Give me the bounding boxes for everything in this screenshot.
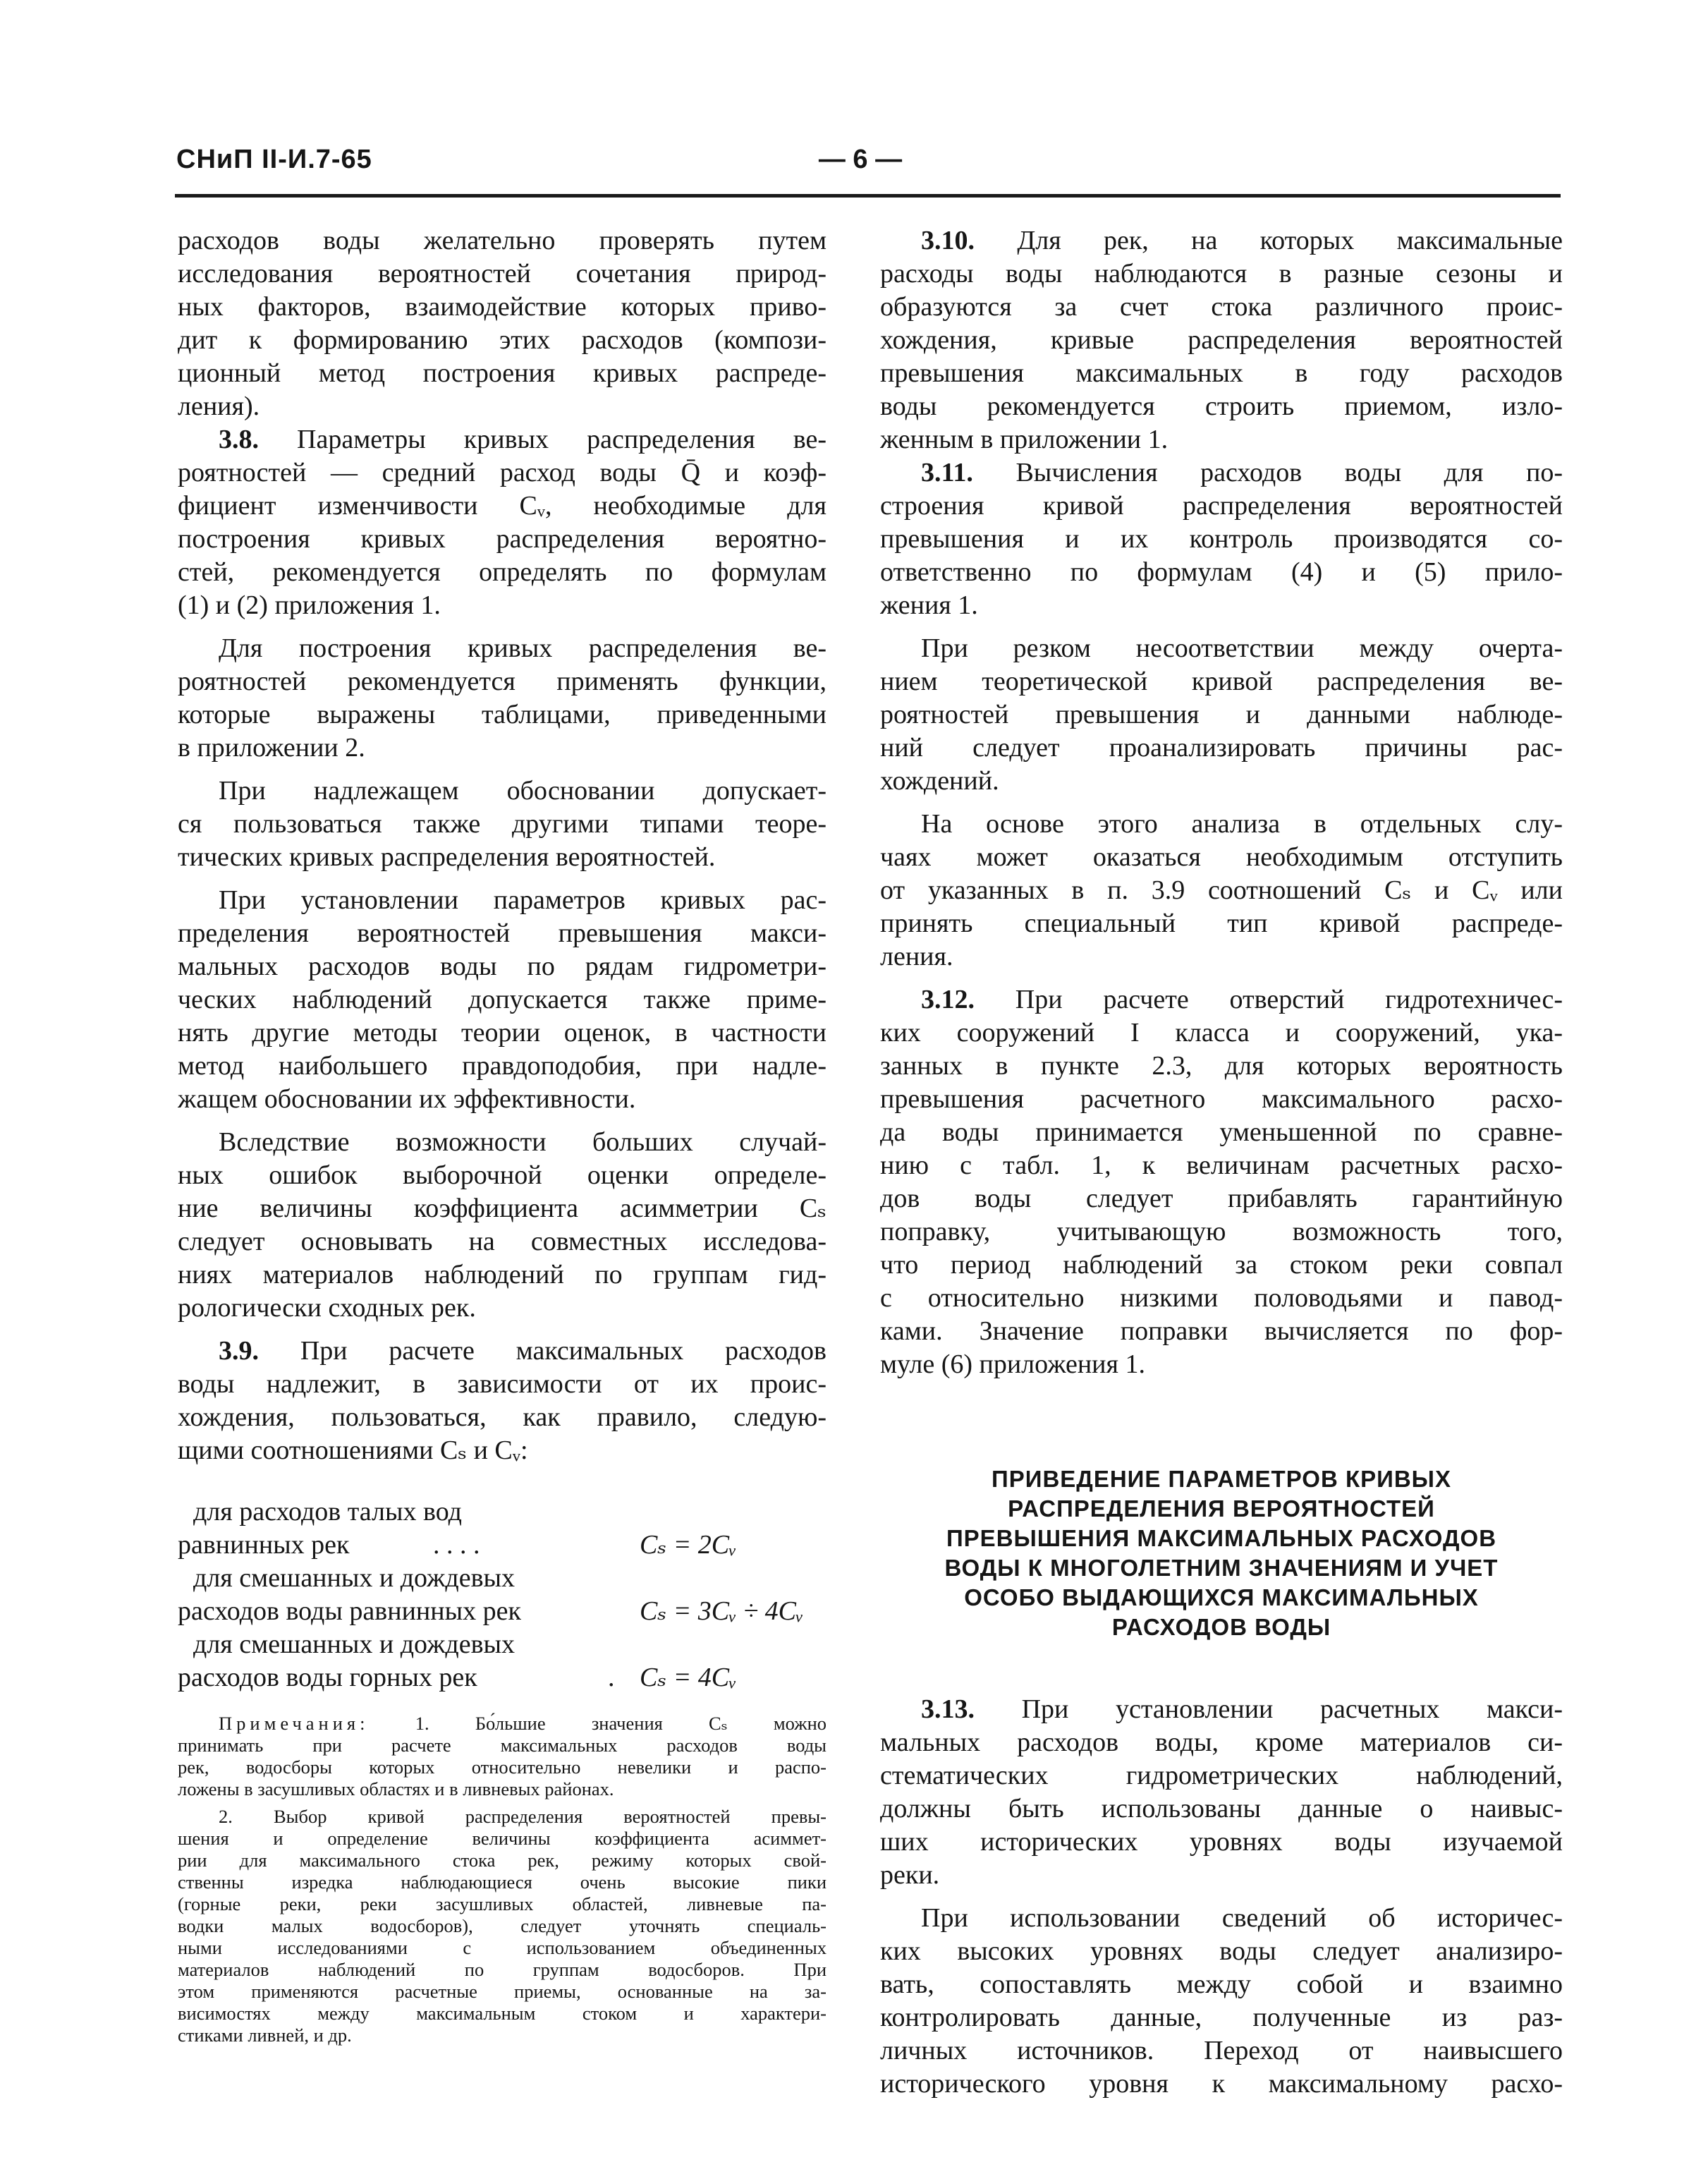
- text-span: Для рек, на которых максимальные: [1017, 226, 1563, 255]
- text-span: При установлении расчетных макси-: [1021, 1694, 1563, 1724]
- paragraph: [178, 632, 826, 765]
- text-line: в приложении 2.: [178, 733, 365, 763]
- notes-block: [178, 1713, 826, 2046]
- text-line: стиками ливней, и др.: [178, 2025, 352, 2046]
- formula-label: расходов воды равнинных рек: [178, 1596, 521, 1626]
- text-line: [880, 983, 1563, 1016]
- text-line: принимать при расчете максимальных расходов воды: [178, 1735, 826, 1756]
- section-number: 3.8.: [219, 425, 259, 454]
- text-line: воды рекомендуется строить приемом, изло-: [880, 391, 1563, 421]
- heading-line: ОСОБО ВЫДАЮЩИХСЯ МАКСИМАЛЬНЫХ: [964, 1584, 1479, 1610]
- text-line: следует основывать на совместных исследова-: [178, 1227, 826, 1256]
- text-line: ческих наблюдений допускается также приме-: [178, 985, 826, 1014]
- text-line: жения 1.: [880, 590, 978, 620]
- formula-row: [178, 1529, 826, 1562]
- formula-row: [178, 1628, 826, 1661]
- text-line: роятностей рекомендуется применять функции,: [178, 667, 826, 696]
- text-line: пределения вероятностей превышения макси-: [178, 918, 826, 948]
- paragraph-3-12: [880, 983, 1563, 1381]
- text-line: При резком несоответствии между очерта-: [921, 633, 1563, 663]
- text-line: контролировать данные, полученные из раз-: [880, 2003, 1563, 2032]
- text-line: поправку, учитывающую возможность того,: [880, 1217, 1563, 1246]
- paragraph-3-11: [880, 456, 1563, 622]
- text-line: личных источников. Переход от наивысшего: [880, 2036, 1563, 2065]
- text-line: исторического уровня к максимальному расхо-: [880, 2069, 1563, 2099]
- text-line: чаях может оказаться необходимым отступить: [880, 842, 1563, 872]
- formula: Cₛ = 3Cᵥ ÷ 4Cᵥ: [640, 1596, 804, 1626]
- text-line: ких высоких уровнях воды следует анализиро-: [880, 1936, 1563, 1966]
- paragraph-3-9: [178, 1335, 826, 1467]
- text-line: При надлежащем обосновании допускает-: [219, 776, 826, 806]
- text-line: ционный метод построения кривых распреде-: [178, 358, 826, 388]
- formula-row: [178, 1661, 826, 1694]
- paragraph: [178, 884, 826, 1116]
- paragraph: [880, 808, 1563, 973]
- text-line: висимостях между максимальным стоком и характери-: [178, 2003, 826, 2024]
- formula-label: равнинных рек: [178, 1530, 350, 1560]
- text-line: ками. Значение поправки вычисляется по фор-: [880, 1316, 1563, 1346]
- text-line: рологически сходных рек.: [178, 1293, 476, 1323]
- paragraph-3-8: [178, 423, 826, 622]
- text-line: роятностей — средний расход воды Q̄ и коэф-: [178, 458, 826, 487]
- text-line: ных факторов, взаимодействие которых приво-: [178, 292, 826, 322]
- paragraph-3-10: [880, 224, 1563, 456]
- text-line: хождения, пользоваться, как правило, следую-: [178, 1402, 826, 1432]
- text-line: занных в пункте 2.3, для которых вероятность: [880, 1051, 1563, 1081]
- text-line: ления.: [880, 942, 953, 971]
- formula-label: расходов воды горных рек: [178, 1663, 477, 1692]
- text-line: дит к формированию этих расходов (компози-: [178, 325, 826, 355]
- text-line: ных ошибок выборочной оценки определе-: [178, 1160, 826, 1190]
- paragraph: [178, 1126, 826, 1325]
- formula-label: для расходов талых вод: [193, 1497, 462, 1526]
- text-line: нием теоретической кривой распределения ве-: [880, 667, 1563, 696]
- text-line: хождения, кривые распределения вероятностей: [880, 325, 1563, 355]
- text-line: должны быть использованы данные о наивыс-: [880, 1794, 1563, 1823]
- heading-line: ПРИВЕДЕНИЕ ПАРАМЕТРОВ КРИВЫХ: [992, 1466, 1451, 1492]
- document-code: СНиП II-И.7-65: [176, 145, 372, 174]
- text-line: строения кривой распределения вероятностей: [880, 491, 1563, 521]
- text-line: фициент изменчивости Cᵥ, необходимые для: [178, 491, 826, 521]
- text-line: ся пользоваться также другими типами теоре-: [178, 809, 826, 839]
- text-line: превышения и их контроль производятся со-: [880, 524, 1563, 554]
- formula-block: [178, 1495, 826, 1694]
- text-line: реки.: [880, 1860, 940, 1890]
- text-line: При установлении параметров кривых рас-: [219, 885, 826, 915]
- text-span: При расчете отверстий гидротехничес-: [1015, 985, 1563, 1014]
- formula-dot: .: [608, 1663, 615, 1692]
- formula-label: для смешанных и дождевых: [193, 1563, 516, 1593]
- heading-line: ПРЕВЫШЕНИЯ МАКСИМАЛЬНЫХ РАСХОДОВ: [946, 1525, 1497, 1551]
- text-line: превышения расчетного максимального расхо-: [880, 1084, 1563, 1114]
- text-line: [880, 1693, 1563, 1726]
- paragraph: [178, 224, 826, 423]
- left-column: [178, 224, 826, 2046]
- formula-label: для смешанных и дождевых: [193, 1629, 516, 1659]
- section-number: 3.13.: [921, 1694, 975, 1724]
- text-line: построения кривых распределения вероятно-: [178, 524, 826, 554]
- text-line: мальных расходов воды, кроме материалов си-: [880, 1728, 1563, 1757]
- text-line: расходы воды наблюдаются в разные сезоны и: [880, 259, 1563, 289]
- text-line: На основе этого анализа в отдельных слу-: [921, 809, 1563, 839]
- text-line: да воды принимается уменьшенной по сравне-: [880, 1117, 1563, 1147]
- text-line: ственны изредка наблюдающиеся очень высокие пики: [178, 1871, 826, 1893]
- text-line: ления).: [178, 391, 260, 421]
- text-line: (1) и (2) приложения 1.: [178, 590, 441, 620]
- heading-line: РАСПРЕДЕЛЕНИЯ ВЕРОЯТНОСТЕЙ: [1008, 1495, 1435, 1522]
- text-line: ние величины коэффициента асимметрии Cₛ: [178, 1194, 826, 1223]
- text-line: от указанных в п. 3.9 соотношений Cₛ и Cᵥ или: [880, 875, 1563, 905]
- text-line: что период наблюдений за стоком реки совпал: [880, 1250, 1563, 1280]
- paragraph: [178, 775, 826, 874]
- heading-line: ВОДЫ К МНОГОЛЕТНИМ ЗНАЧЕНИЯМ И УЧЕТ: [944, 1555, 1499, 1581]
- text-line: женным в приложении 1.: [880, 425, 1169, 454]
- text-span: 1. Бо́льшие значения Cₛ можно: [415, 1713, 826, 1734]
- paragraph: [880, 1902, 1563, 2101]
- right-column: [880, 224, 1563, 2101]
- text-line: ответственно по формулам (4) и (5) прило-: [880, 557, 1563, 587]
- text-line: [880, 456, 1563, 490]
- text-line: ний следует проанализировать причины рас-: [880, 733, 1563, 763]
- text-line: Вследствие возможности больших случай-: [219, 1127, 826, 1157]
- text-line: вать, сопоставлять между собой и взаимно: [880, 1969, 1563, 1999]
- text-line: превышения максимальных в году расходов: [880, 358, 1563, 388]
- text-line: Для построения кривых распределения ве-: [219, 633, 826, 663]
- text-span: Параметры кривых распределения ве-: [297, 425, 826, 454]
- text-line: 2. Выбор кривой распределения вероятностей превы-: [219, 1806, 826, 1827]
- text-line: образуются за счет стока различного проис-: [880, 292, 1563, 322]
- text-line: мальных расходов воды по рядам гидрометри-: [178, 952, 826, 981]
- text-line: ными исследованиями с использованием объединенных: [178, 1937, 826, 1958]
- section-number: 3.11.: [921, 458, 973, 487]
- text-line: ших исторических уровнях воды изучаемой: [880, 1827, 1563, 1857]
- formula: Cₛ = 4Cᵥ: [640, 1663, 737, 1692]
- formula-row: [178, 1595, 826, 1628]
- text-span: При расчете максимальных расходов: [300, 1336, 826, 1366]
- formula-dots: . . . .: [433, 1530, 480, 1560]
- text-line: дов воды следует прибавлять гарантийную: [880, 1184, 1563, 1213]
- text-line: материалов наблюдений по группам водосборов. При: [178, 1959, 826, 1980]
- text-line: нять другие методы теории оценок, в частности: [178, 1018, 826, 1048]
- text-line: тических кривых распределения вероятностей.: [178, 842, 716, 872]
- text-line: ниях материалов наблюдений по группам гид-: [178, 1260, 826, 1289]
- page-number: — 6 —: [818, 145, 903, 174]
- text-line: этом применяются расчетные приемы, основанные на за-: [178, 1981, 826, 2002]
- text-line: роятностей превышения и данными наблюде-: [880, 700, 1563, 729]
- header-rule: [175, 194, 1561, 198]
- text-line: стей, рекомендуется определять по формулам: [178, 557, 826, 587]
- text-line: принять специальный тип кривой распреде-: [880, 909, 1563, 938]
- text-line: нию с табл. 1, к величинам расчетных расхо-: [880, 1151, 1563, 1180]
- text-line: шения и определение величины коэффициента асиммет-: [178, 1828, 826, 1849]
- paragraph-3-13: [880, 1693, 1563, 1892]
- text-line: метод наибольшего правдоподобия, при надле-: [178, 1051, 826, 1081]
- section-number: 3.9.: [219, 1336, 259, 1366]
- text-line: ложены в засушливых областях и в ливневых районах.: [178, 1778, 614, 1799]
- formula: Cₛ = 2Cᵥ: [640, 1530, 737, 1560]
- text-line: стематических гидрометрических наблюдений,: [880, 1761, 1563, 1790]
- text-line: исследования вероятностей сочетания природ-: [178, 259, 826, 289]
- text-line: [178, 423, 826, 456]
- heading-line: РАСХОДОВ ВОДЫ: [1111, 1614, 1331, 1640]
- formula-row: [178, 1562, 826, 1595]
- text-line: [178, 1713, 826, 1735]
- text-span: Вычисления расходов воды для по-: [1015, 458, 1563, 487]
- text-line: (горные реки, реки засушливых областей, ливневые па-: [178, 1893, 826, 1914]
- text-line: щими соотношениями Cₛ и Cᵥ:: [178, 1435, 528, 1465]
- text-line: которые выражены таблицами, приведенными: [178, 700, 826, 729]
- notes-label: Примечания:: [219, 1713, 370, 1734]
- text-line: рек, водосборы которых относительно невелики и распо-: [178, 1756, 826, 1778]
- text-line: муле (6) приложения 1.: [880, 1349, 1145, 1379]
- text-line: расходов воды желательно проверять путем: [178, 226, 826, 255]
- text-line: [178, 1335, 826, 1368]
- section-number: 3.12.: [921, 985, 975, 1014]
- text-line: хождений.: [880, 766, 999, 796]
- section-number: 3.10.: [921, 226, 975, 255]
- text-line: При использовании сведений об историчес-: [921, 1903, 1563, 1933]
- paragraph: [880, 632, 1563, 798]
- text-line: с относительно низкими половодьями и павод-: [880, 1283, 1563, 1313]
- text-line: жащем обосновании их эффективности.: [178, 1084, 636, 1114]
- formula-row: [178, 1495, 826, 1529]
- text-line: водки малых водосборов), следует уточнять специаль-: [178, 1915, 826, 1936]
- text-line: ких сооружений I класса и сооружений, ука-: [880, 1018, 1563, 1048]
- text-line: рии для максимального стока рек, режиму которых свой-: [178, 1850, 826, 1871]
- section-heading: [880, 1464, 1563, 1642]
- text-line: [880, 224, 1563, 257]
- text-line: воды надлежит, в зависимости от их проис-: [178, 1369, 826, 1399]
